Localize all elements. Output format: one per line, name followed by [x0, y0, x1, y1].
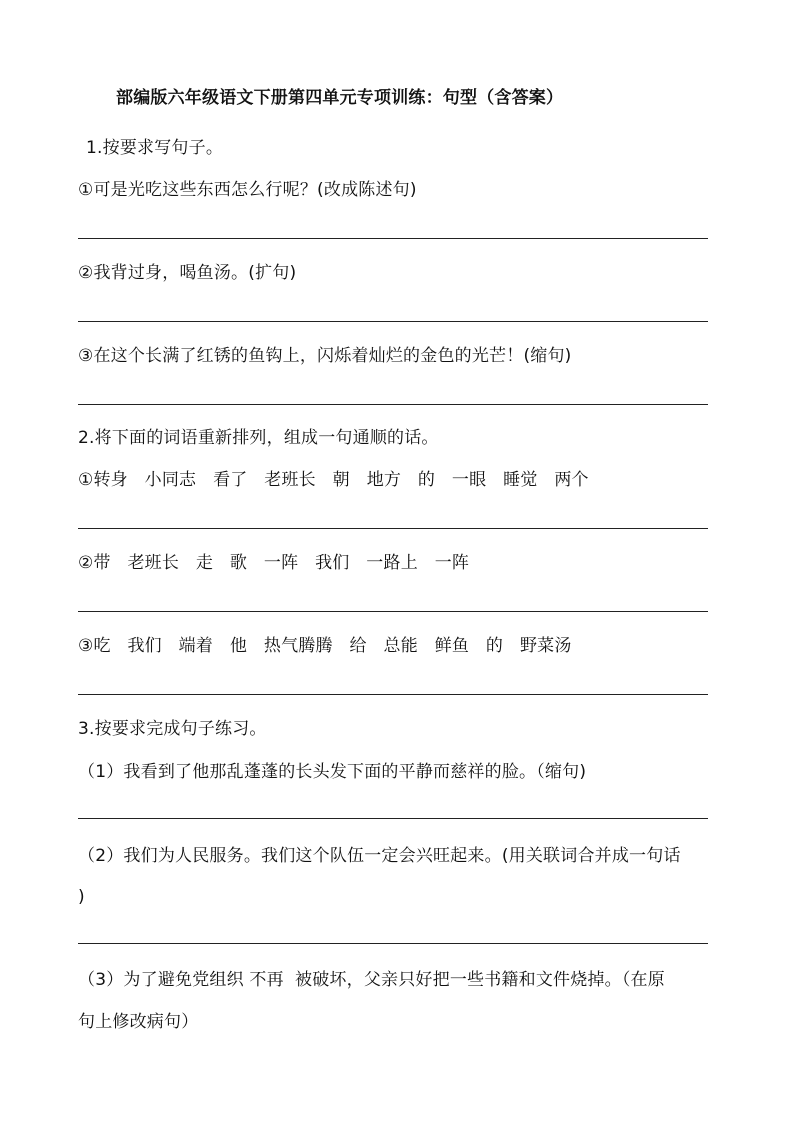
answer-line-5[interactable] — [78, 611, 708, 612]
q1-heading: 1.按要求写句子。 — [86, 138, 224, 158]
q2-item-3: ③吃 我们 端着 他 热气腾腾 给 总能 鲜鱼 的 野菜汤 — [78, 636, 572, 656]
page-title: 部编版六年级语文下册第四单元专项训练：句型（含答案） — [116, 88, 564, 108]
q3-heading: 3.按要求完成句子练习。 — [78, 719, 267, 739]
q3-item-3-cont: 句上修改病句） — [78, 1012, 199, 1032]
answer-line-8[interactable] — [78, 943, 708, 944]
q3-item-2: （2）我们为人民服务。我们这个队伍一定会兴旺起来。(用关联词合并成一句话 — [78, 846, 681, 866]
q2-heading: 2.将下面的词语重新排列，组成一句通顺的话。 — [78, 428, 439, 448]
q1-item-2: ②我背过身，喝鱼汤。(扩句) — [78, 263, 297, 283]
q3-item-3: （3）为了避免党组织 不再 被破坏，父亲只好把一些书籍和文件烧掉。（在原 — [78, 970, 665, 990]
answer-line-6[interactable] — [78, 694, 708, 695]
q3-item-1: （1）我看到了他那乱蓬蓬的长头发下面的平静而慈祥的脸。（缩句) — [78, 762, 587, 782]
answer-line-3[interactable] — [78, 404, 708, 405]
answer-line-4[interactable] — [78, 528, 708, 529]
answer-line-1[interactable] — [78, 238, 708, 239]
q2-item-1: ①转身 小同志 看了 老班长 朝 地方 的 一眼 睡觉 两个 — [78, 470, 589, 490]
q1-item-1: ①可是光吃这些东西怎么行呢？(改成陈述句) — [78, 180, 417, 200]
answer-line-2[interactable] — [78, 321, 708, 322]
q2-item-2: ②带 老班长 走 歌 一阵 我们 一路上 一阵 — [78, 553, 470, 573]
q1-item-3: ③在这个长满了红锈的鱼钩上，闪烁着灿烂的金色的光芒！(缩句) — [78, 346, 572, 366]
q3-item-2-cont: ) — [78, 887, 85, 907]
answer-line-7[interactable] — [78, 818, 708, 819]
